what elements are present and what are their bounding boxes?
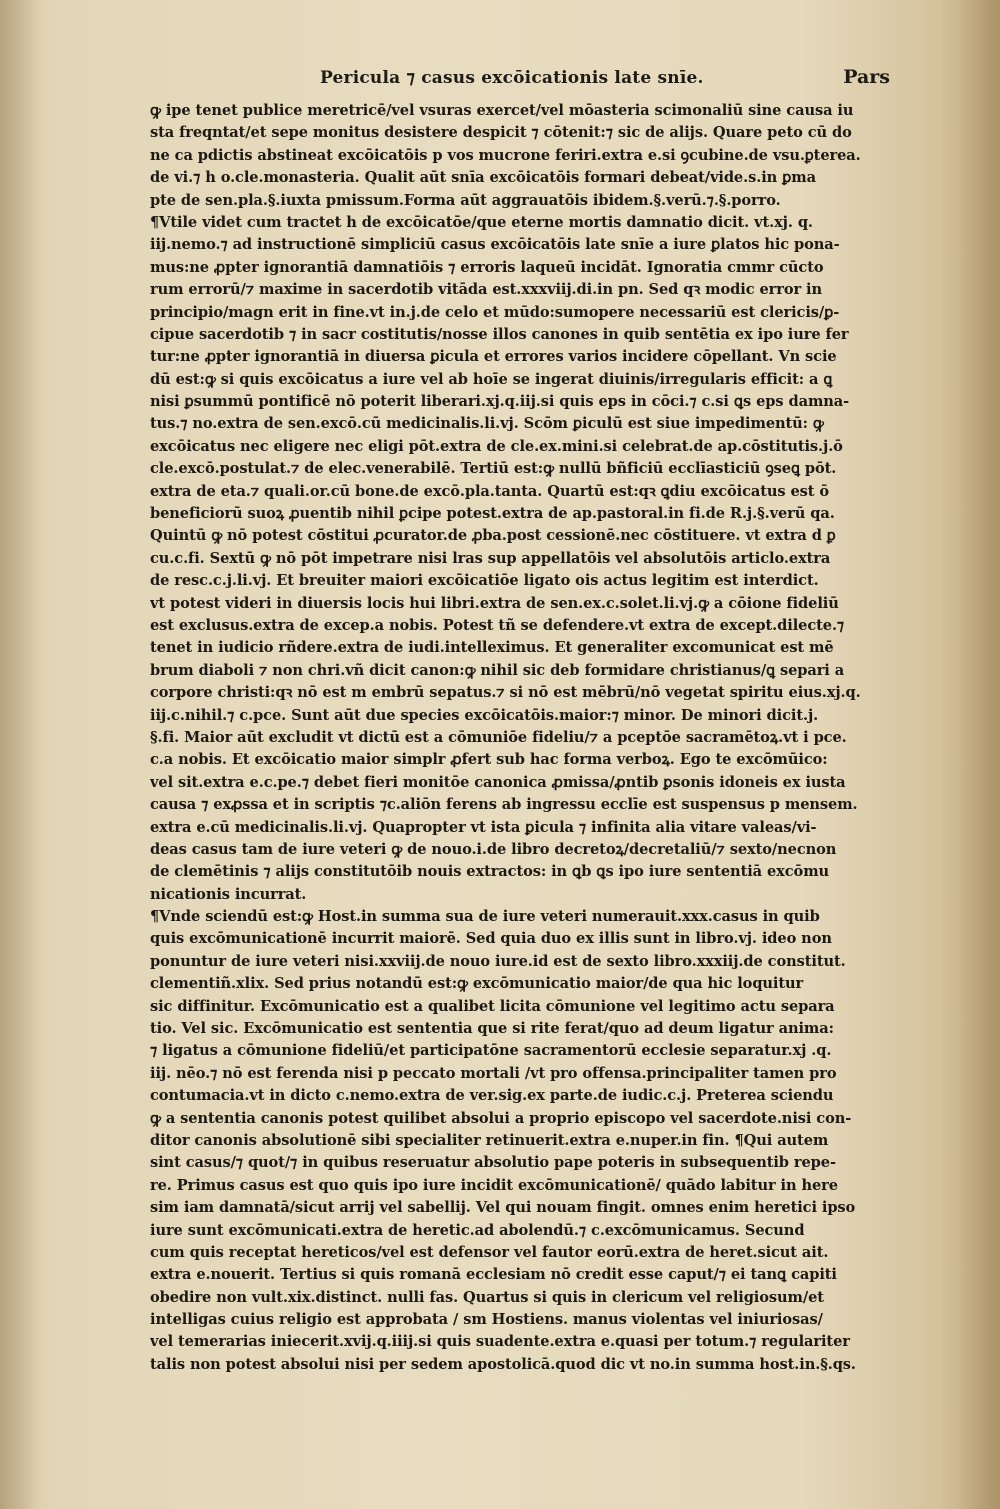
text-line: corpore christi:qꝛ nō est m embrū sepatus.⁊ si nō est mēbrū/nō vegetat spiritu eius.xj.q.: [150, 684, 861, 702]
text-line: ꝙ a sententia canonis potest quilibet absolui a proprio episcopo vel sacerdote.nisi con-: [150, 1109, 852, 1127]
text-line: contumacia.vt in dicto c.nemo.extra de ver.sig.ex parte.de iudic.c.j. Preterea sciendu: [150, 1087, 834, 1105]
text-line: principio/magn erit in fine.vt in.j.de celo et mūdo:sumopere necessariū est clericis/ꝑ-: [150, 303, 840, 321]
text-line: iij.c.nihil.⁊ c.pce. Sunt aūt due species excōicatōis.maior:⁊ minor. De minori dicit.j.: [150, 706, 819, 724]
text-line: excōicatus nec eligere nec eligi pōt.extra de cle.ex.mini.si celebrat.de ap.cōstitutis.j.ō: [150, 437, 843, 455]
text-line: clementiñ.xlix. Sed prius notandū est:ꝙ excōmunicatio maior/de qua hic loquitur: [150, 975, 804, 993]
page-edge-shadow: [940, 0, 1000, 1509]
text-line: de vi.⁊ h o.cle.monasteria. Qualit aūt snīa excōicatōis formari debeat/vide.s.in ꝑma: [150, 169, 816, 187]
text-line: est exclusus.extra de excep.a nobis. Potest tñ se defendere.vt extra de except.dilecte.⁊: [150, 616, 845, 634]
text-line: beneficiorū suoꝝ ꝓuentib nihil ꝑcipe potest.extra de ap.pastoral.in fi.de R.j.§.verū qa.: [150, 505, 835, 523]
text-line: ditor canonis absolutionē sibi specialiter retinuerit.extra e.nuper.in fin. ¶Qui autem: [150, 1131, 829, 1149]
text-line: deas casus tam de iure veteri ꝙ de nouo.i.de libro decretoꝝ/decretaliū/⁊ sexto/necnon: [150, 840, 837, 858]
text-line: sint casus/⁊ quot/⁊ in quibus reseruatur absolutio pape poteris in subsequentib repe-: [150, 1154, 836, 1172]
text-line: extra e.nouerit. Tertius si quis romanā ecclesiam nō credit esse caput/⁊ ei tanꝗ capiti: [150, 1266, 837, 1284]
text-line: tus.⁊ no.extra de sen.excō.cū medicinalis.li.vj. Scōm ꝑiculū est siue impedimentū: ꝙ: [150, 415, 824, 433]
text-line: ¶Vtile videt cum tractet h de excōicatōe/que eterne mortis damnatio dicit. vt.xj. q.: [150, 213, 813, 231]
text-line: tio. Vel sic. Excōmunicatio est sententia que si rite ferat/quo ad deum ligatur anima:: [150, 1020, 834, 1038]
text-line: sic diffinitur. Excōmunicatio est a qualibet licita cōmunione vel legitimo actu separa: [150, 997, 835, 1015]
text-line: ponuntur de iure veteri nisi.xxviij.de nouo iure.id est de sexto libro.xxxiij.de constitut.: [150, 952, 846, 970]
text-line: tur:ne ꝓpter ignorantiā in diuersa ꝑicula et errores varios incidere cōpellant. Vn scie: [150, 348, 837, 366]
text-line: ꝙ ipe tenet publice meretricē/vel vsuras exercet/vel mōasteria scimonaliū sine causa iu: [150, 102, 854, 119]
text-line: pte de sen.pla.§.iuxta pmissum.Forma aūt aggrauatōis ibidem.§.verū.⁊.§.porro.: [150, 191, 781, 209]
text-line: sta freqntat/et sepe monitus desistere despicit ⁊ cōtenit:⁊ sic de alijs. Quare peto cū do: [150, 124, 852, 142]
text-line: talis non potest absolui nisi per sedem apostolicā.quod dic vt no.in summa host.in.§.qs.: [150, 1355, 856, 1373]
page-gutter-shadow: [0, 0, 40, 1509]
text-line: re. Primus casus est quo quis ipo iure incidit excōmunicationē/ quādo labitur in here: [150, 1176, 838, 1194]
text-line: §.fi. Maior aūt excludit vt dictū est a cōmuniōe fideliu/⁊ a pceptōe sacramētoꝝ.vt i pce.: [150, 728, 847, 746]
text-line: ¶Vnde sciendū est:ꝙ Host.in summa sua de iure veteri numerauit.xxx.casus in quib: [150, 908, 820, 926]
text-line: nisi ꝑsummū pontificē nō poterit liberari.xj.q.iij.si quis eps in cōci.⁊ c.si ꝗs eps damna-: [150, 393, 850, 411]
text-line: de resc.c.j.li.vj. Et breuiter maiori excōicatiōe ligato ois actus legitim est interdict.: [150, 572, 819, 590]
text-line: extra de eta.⁊ quali.or.cū bone.de excō.pla.tanta. Quartū est:qꝛ ꝗdiu excōicatus est ō: [150, 482, 830, 500]
text-line: vt potest videri in diuersis locis hui libri.extra de sen.ex.c.solet.li.vj.ꝙ a cōione fideliū: [150, 594, 839, 612]
text-line: de clemētinis ⁊ alijs constitutōib nouis extractos: in ꝗb ꝗs ipo iure sententiā excōmu: [150, 863, 830, 881]
body-text: [150, 100, 895, 1376]
text-line: Quintū ꝙ nō potest cōstitui ꝓcurator.de ꝓba.post cessionē.nec cōstituere. vt extra d ꝑ: [150, 527, 836, 545]
text-line: extra e.cū medicinalis.li.vj. Quapropter vt ista ꝑicula ⁊ infinita alia vitare valeas/vi-: [150, 818, 817, 836]
text-line: c.a nobis. Et excōicatio maior simplr ꝓfert sub hac forma verboꝝ. Ego te excōmūico:: [150, 751, 828, 769]
text-line: intelligas cuius religio est approbata / sm Hostiens. manus violentas vel iniuriosas/: [150, 1311, 823, 1329]
text-line: cle.excō.postulat.⁊ de elec.venerabilē. Tertiū est:ꝙ nullū bñficiū ecclīasticiū ꝯseꝗ pōt.: [150, 460, 837, 478]
text-line: iure sunt excōmunicati.extra de heretic.ad abolendū.⁊ c.excōmunicamus. Secund: [150, 1221, 805, 1239]
text-line: nicationis incurrat.: [150, 885, 307, 903]
text-line: dū est:ꝙ si quis excōicatus a iure vel ab hoīe se ingerat diuinis/irregularis efficit: a ꝗ: [150, 370, 833, 388]
running-title: Pericula ⁊ casus excōicationis late snīe.: [320, 68, 704, 88]
text-line: sim iam damnatā/sicut arrij vel sabellij. Vel qui nouam fingit. omnes enim heretici ipso: [150, 1199, 856, 1217]
text-line: vel sit.extra e.c.pe.⁊ debet fieri monitōe canonica ꝓmissa/ꝓntib ꝑsonis idoneis ex iusta: [150, 773, 846, 791]
text-line: rum errorū/⁊ maxime in sacerdotib vitāda est.xxxviij.di.in pn. Sed qꝛ modic error in: [150, 281, 822, 299]
text-line: quis excōmunicationē incurrit maiorē. Sed quia duo ex illis sunt in libro.vj. ideo non: [150, 930, 832, 948]
text-line: vel temerarias iniecerit.xvij.q.iiij.si quis suadente.extra e.quasi per totum.⁊ regulariter: [150, 1333, 850, 1351]
text-line: ne ca pdictis abstineat excōicatōis p vos mucrone feriri.extra e.si ꝯcubine.de vsu.ꝑterea.: [150, 146, 861, 164]
text-line: iij. nēo.⁊ nō est ferenda nisi p peccato mortali /vt pro offensa.principaliter tamen pro: [150, 1064, 837, 1082]
text-line: brum diaboli ⁊ non chri.vñ dicit canon:ꝙ nihil sic deb formidare christianus/ꝗ separi a: [150, 661, 845, 679]
text-line: cipue sacerdotib ⁊ in sacr costitutis/nosse illos canones in quib sentētia ex ipo iure fer: [150, 325, 849, 343]
running-head: [150, 62, 890, 96]
text-line: mus:ne ꝓpter ignorantiā damnatiōis ⁊ erroris laqueū incidāt. Ignoratia cmmr cūcto: [150, 258, 824, 276]
text-line: tenet in iudicio rñdere.extra de iudi.intelleximus. Et generaliter excomunicat est mē: [150, 639, 834, 657]
part-label: Pars: [843, 66, 890, 88]
text-line: obedire non vult.xix.distinct. nulli fas. Quartus si quis in clericum vel religiosum/et: [150, 1288, 824, 1306]
text-line: ⁊ ligatus a cōmunione fideliū/et participatōne sacramentorū ecclesie separatur.xj .q.: [150, 1042, 832, 1060]
text-line: cum quis receptat hereticos/vel est defensor vel fautor eorū.extra de heret.sicut ait.: [150, 1243, 829, 1261]
text-line: causa ⁊ exꝓssa et in scriptis ⁊c.aliōn ferens ab ingressu ecclīe est suspensus p mensem.: [150, 796, 858, 814]
text-line: cu.c.fi. Sextū ꝙ nō pōt impetrare nisi lras sup appellatōis vel absolutōis articlo.extra: [150, 549, 831, 567]
text-line: iij.nemo.⁊ ad instructionē simpliciū casus excōicatōis late snīe a iure ꝑlatos hic pona-: [150, 236, 840, 254]
